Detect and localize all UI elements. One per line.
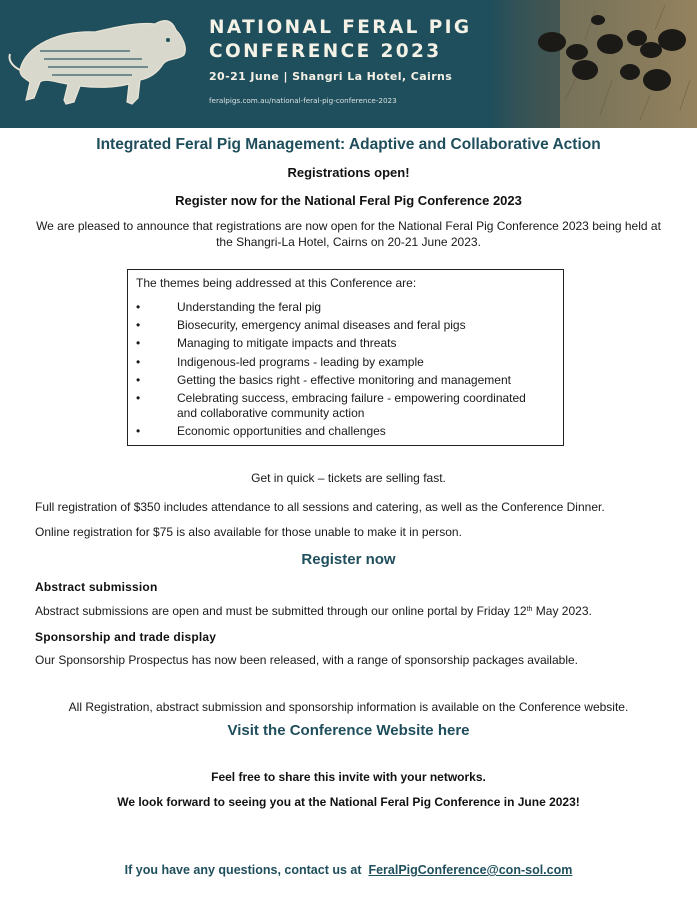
ordinal-suffix: th bbox=[526, 606, 533, 613]
theme-item: • Economic opportunities and challenges bbox=[136, 424, 386, 439]
website-link[interactable] bbox=[0, 722, 697, 739]
theme-item: • Indigenous-led programs - leading by example bbox=[136, 354, 424, 369]
date-venue: 20-21 June | Shangri La Hotel, Cairns bbox=[209, 70, 453, 83]
intro-paragraph bbox=[0, 218, 697, 250]
theme-item: • Getting the basics right - effective monitoring and management bbox=[136, 372, 511, 387]
bullet-icon: • bbox=[136, 318, 141, 333]
themes-box bbox=[127, 269, 564, 446]
abstract-text: Abstract submissions are open and must be submitted through our online portal by Friday 12th May 2023. bbox=[35, 604, 592, 618]
sponsorship-heading: Sponsorship and trade display bbox=[35, 630, 217, 644]
abstract-heading: Abstract submission bbox=[35, 580, 158, 594]
intro-line2: the Shangri-La Hotel, Cairns on 20-21 June 2023. bbox=[216, 235, 481, 249]
contact-label: If you have any questions, contact us at bbox=[124, 863, 362, 877]
theme-item: • Understanding the feral pig bbox=[136, 300, 322, 314]
online-registration-text: Online registration for $75 is also available for those unable to make it in person. bbox=[35, 525, 462, 539]
website-anchor[interactable]: Visit the Conference Website here bbox=[227, 722, 470, 739]
contact-line bbox=[0, 863, 697, 877]
bullet-icon: • bbox=[136, 300, 141, 314]
conference-theme-title: Integrated Feral Pig Management: Adaptive and Collaborative Action bbox=[96, 136, 601, 153]
register-now-anchor[interactable]: Register now bbox=[301, 551, 396, 568]
bullet-icon: • bbox=[136, 372, 141, 387]
themes-intro: The themes being addressed at this Conference are: bbox=[136, 276, 417, 290]
contact-email-link[interactable]: FeralPigConference@con-sol.com bbox=[368, 863, 573, 877]
register-now-link[interactable] bbox=[0, 551, 697, 568]
theme-item: • Biosecurity, emergency animal diseases and feral pigs bbox=[136, 318, 466, 333]
bullet-icon: • bbox=[136, 354, 141, 369]
bullet-icon: • bbox=[136, 390, 141, 405]
registrations-open: Registrations open! bbox=[287, 165, 410, 180]
intro-line1: We are pleased to announce that registrations are now open for the National Feral Pig Conference 2023 being held at bbox=[36, 219, 661, 233]
bullet-icon: • bbox=[136, 424, 141, 439]
look-forward-text: We look forward to seeing you at the National Feral Pig Conference in June 2023! bbox=[117, 795, 580, 809]
themes-list bbox=[128, 300, 563, 442]
theme-item: • Managing to mitigate impacts and threats bbox=[136, 336, 397, 351]
get-in-quick: Get in quick – tickets are selling fast. bbox=[251, 471, 446, 485]
header-banner bbox=[0, 0, 697, 128]
bullet-icon: • bbox=[136, 336, 141, 351]
conference-title bbox=[209, 16, 472, 64]
sponsorship-text: Our Sponsorship Prospectus has now been released, with a range of sponsorship packages available. bbox=[35, 653, 578, 667]
full-registration-text: Full registration of $350 includes attendance to all sessions and catering, as well as the Conference Dinner. bbox=[35, 500, 605, 514]
pig-illustration bbox=[9, 21, 185, 104]
conference-title-line1: NATIONAL FERAL PIG bbox=[209, 17, 472, 38]
conference-title-line2: CONFERENCE 2023 bbox=[209, 41, 442, 62]
share-text: Feel free to share this invite with your networks. bbox=[211, 770, 486, 784]
banner-url: feralpigs.com.au/national-feral-pig-conference-2023 bbox=[209, 96, 397, 105]
register-headline: Register now for the National Feral Pig Conference 2023 bbox=[175, 193, 522, 208]
all-info-text: All Registration, abstract submission and sponsorship information is available on the Conference website. bbox=[68, 700, 629, 714]
theme-item: • Celebrating success, embracing failure - empowering coordinated and collaborative community action bbox=[136, 390, 526, 420]
